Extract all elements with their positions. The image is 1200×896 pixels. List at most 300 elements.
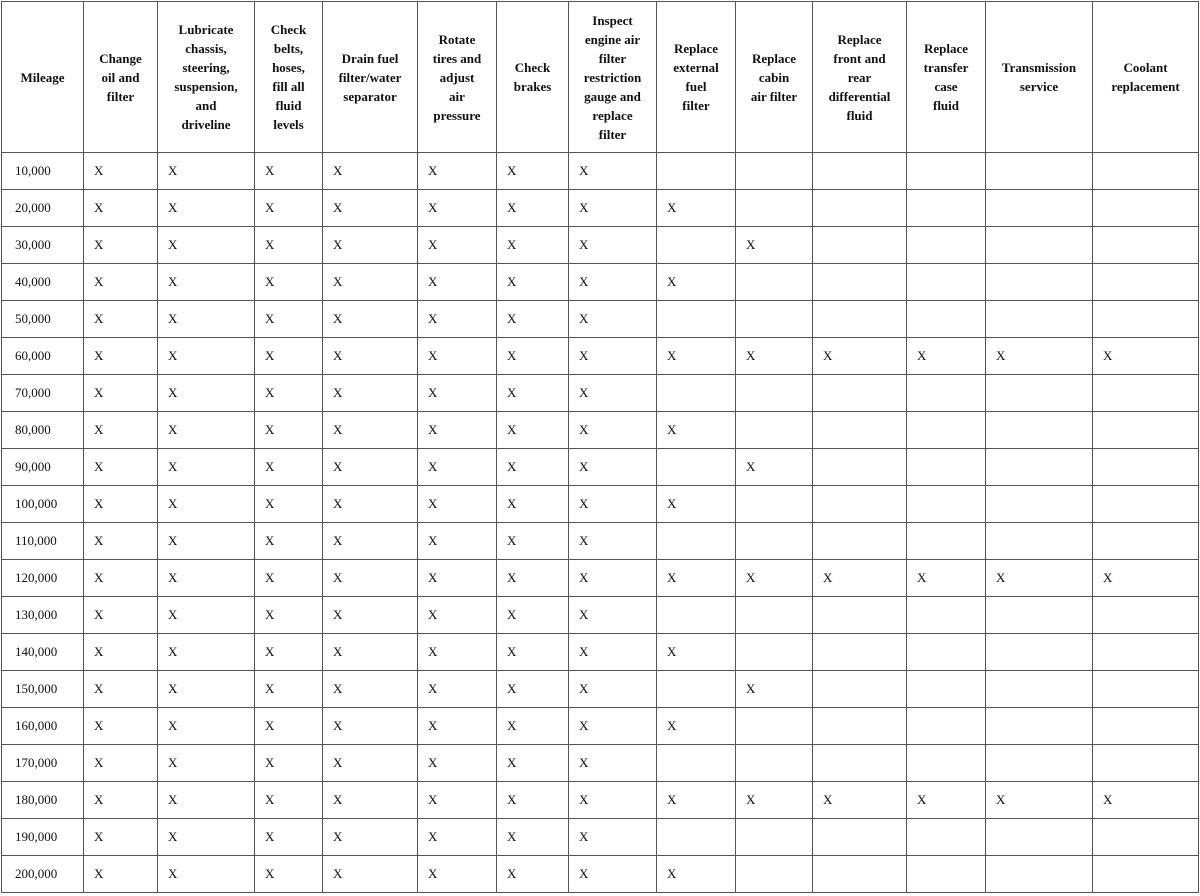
column-header: Replace external fuel filter: [657, 2, 736, 153]
service-mark-cell: X: [418, 671, 497, 708]
service-mark-cell: [813, 301, 907, 338]
service-mark-cell: X: [418, 264, 497, 301]
service-mark-cell: X: [569, 634, 657, 671]
service-mark-cell: X: [657, 856, 736, 893]
service-mark-cell: X: [255, 375, 323, 412]
mileage-cell: 70,000: [2, 375, 84, 412]
service-mark-cell: [657, 745, 736, 782]
service-mark-cell: X: [323, 338, 418, 375]
service-mark-cell: [1093, 264, 1199, 301]
service-mark-cell: X: [497, 190, 569, 227]
service-mark-cell: X: [497, 449, 569, 486]
table-row: [2, 671, 1199, 708]
service-mark-cell: X: [497, 856, 569, 893]
service-mark-cell: [657, 449, 736, 486]
table-row: [2, 338, 1199, 375]
service-mark-cell: [736, 375, 813, 412]
service-mark-cell: [736, 819, 813, 856]
column-header: Check brakes: [497, 2, 569, 153]
service-mark-cell: [907, 819, 986, 856]
service-mark-cell: [907, 301, 986, 338]
service-mark-cell: [1093, 523, 1199, 560]
service-mark-cell: [907, 227, 986, 264]
service-mark-cell: [986, 486, 1093, 523]
service-mark-cell: X: [813, 782, 907, 819]
service-mark-cell: X: [813, 338, 907, 375]
service-mark-cell: [813, 634, 907, 671]
service-mark-cell: X: [158, 153, 255, 190]
service-mark-cell: X: [657, 338, 736, 375]
service-mark-cell: [657, 153, 736, 190]
service-mark-cell: [1093, 190, 1199, 227]
mileage-cell: 180,000: [2, 782, 84, 819]
service-mark-cell: X: [418, 523, 497, 560]
service-mark-cell: X: [418, 745, 497, 782]
service-mark-cell: X: [158, 375, 255, 412]
service-mark-cell: [1093, 856, 1199, 893]
mileage-cell: 120,000: [2, 560, 84, 597]
service-mark-cell: X: [907, 560, 986, 597]
service-mark-cell: X: [323, 153, 418, 190]
service-mark-cell: X: [84, 227, 158, 264]
service-mark-cell: [1093, 227, 1199, 264]
service-mark-cell: [813, 449, 907, 486]
service-mark-cell: X: [569, 449, 657, 486]
service-mark-cell: X: [986, 338, 1093, 375]
service-mark-cell: [657, 375, 736, 412]
service-mark-cell: X: [84, 708, 158, 745]
service-mark-cell: X: [158, 597, 255, 634]
service-mark-cell: X: [418, 634, 497, 671]
service-mark-cell: X: [569, 819, 657, 856]
service-mark-cell: X: [158, 338, 255, 375]
service-mark-cell: [1093, 745, 1199, 782]
service-mark-cell: X: [569, 338, 657, 375]
service-mark-cell: [1093, 597, 1199, 634]
service-mark-cell: X: [158, 449, 255, 486]
service-mark-cell: X: [84, 671, 158, 708]
service-mark-cell: X: [569, 375, 657, 412]
service-mark-cell: X: [497, 708, 569, 745]
service-mark-cell: [907, 634, 986, 671]
mileage-cell: 170,000: [2, 745, 84, 782]
service-mark-cell: X: [323, 634, 418, 671]
service-mark-cell: X: [323, 486, 418, 523]
service-mark-cell: X: [323, 782, 418, 819]
service-mark-cell: X: [736, 782, 813, 819]
service-mark-cell: X: [497, 560, 569, 597]
service-mark-cell: [986, 264, 1093, 301]
service-mark-cell: [736, 412, 813, 449]
service-mark-cell: [907, 597, 986, 634]
service-mark-cell: X: [569, 597, 657, 634]
service-mark-cell: X: [255, 671, 323, 708]
service-mark-cell: [986, 597, 1093, 634]
service-mark-cell: [736, 597, 813, 634]
service-mark-cell: [986, 190, 1093, 227]
service-mark-cell: X: [84, 301, 158, 338]
service-mark-cell: X: [813, 560, 907, 597]
service-mark-cell: X: [84, 264, 158, 301]
service-mark-cell: X: [418, 819, 497, 856]
service-mark-cell: X: [569, 560, 657, 597]
service-mark-cell: X: [323, 560, 418, 597]
service-mark-cell: X: [158, 412, 255, 449]
table-row: [2, 449, 1199, 486]
service-mark-cell: [986, 671, 1093, 708]
service-mark-cell: X: [255, 782, 323, 819]
service-mark-cell: X: [657, 264, 736, 301]
service-mark-cell: X: [736, 227, 813, 264]
maintenance-schedule-table: [1, 1, 1199, 893]
mileage-cell: 100,000: [2, 486, 84, 523]
service-mark-cell: [986, 745, 1093, 782]
service-mark-cell: [907, 190, 986, 227]
service-mark-cell: [986, 301, 1093, 338]
service-mark-cell: [813, 671, 907, 708]
service-mark-cell: X: [497, 634, 569, 671]
table-row: [2, 486, 1199, 523]
mileage-cell: 200,000: [2, 856, 84, 893]
service-mark-cell: X: [84, 560, 158, 597]
service-mark-cell: X: [569, 301, 657, 338]
service-mark-cell: X: [657, 634, 736, 671]
table-row: [2, 597, 1199, 634]
service-mark-cell: X: [84, 190, 158, 227]
service-mark-cell: X: [84, 153, 158, 190]
service-mark-cell: X: [158, 671, 255, 708]
service-mark-cell: [736, 190, 813, 227]
column-header: Coolant replacement: [1093, 2, 1199, 153]
mileage-cell: 40,000: [2, 264, 84, 301]
service-mark-cell: X: [418, 597, 497, 634]
mileage-cell: 50,000: [2, 301, 84, 338]
header-row: [2, 2, 1199, 153]
service-mark-cell: [657, 523, 736, 560]
table-row: [2, 412, 1199, 449]
column-header: Inspect engine air filter restriction gauge and replace filter: [569, 2, 657, 153]
table-row: [2, 523, 1199, 560]
service-mark-cell: [813, 153, 907, 190]
service-mark-cell: [813, 597, 907, 634]
service-mark-cell: X: [323, 523, 418, 560]
service-mark-cell: X: [158, 782, 255, 819]
service-mark-cell: X: [497, 227, 569, 264]
service-mark-cell: X: [736, 671, 813, 708]
table-row: [2, 560, 1199, 597]
column-header: Change oil and filter: [84, 2, 158, 153]
mileage-cell: 60,000: [2, 338, 84, 375]
service-mark-cell: X: [323, 745, 418, 782]
mileage-cell: 20,000: [2, 190, 84, 227]
service-mark-cell: X: [569, 486, 657, 523]
service-mark-cell: [1093, 412, 1199, 449]
service-mark-cell: X: [158, 634, 255, 671]
service-mark-cell: X: [907, 782, 986, 819]
service-mark-cell: [736, 634, 813, 671]
service-mark-cell: X: [1093, 782, 1199, 819]
service-mark-cell: X: [84, 856, 158, 893]
service-mark-cell: [907, 264, 986, 301]
service-mark-cell: [736, 301, 813, 338]
service-mark-cell: X: [255, 597, 323, 634]
service-mark-cell: X: [158, 264, 255, 301]
column-header: Replace front and rear differential fluid: [813, 2, 907, 153]
service-mark-cell: X: [255, 819, 323, 856]
service-mark-cell: X: [323, 708, 418, 745]
service-mark-cell: X: [569, 856, 657, 893]
service-mark-cell: X: [569, 671, 657, 708]
service-mark-cell: [813, 486, 907, 523]
service-mark-cell: [736, 745, 813, 782]
service-mark-cell: X: [497, 523, 569, 560]
service-mark-cell: X: [497, 375, 569, 412]
service-mark-cell: [907, 856, 986, 893]
service-mark-cell: X: [84, 338, 158, 375]
service-mark-cell: X: [497, 597, 569, 634]
service-mark-cell: X: [418, 338, 497, 375]
service-mark-cell: [907, 412, 986, 449]
service-mark-cell: X: [497, 671, 569, 708]
column-header: Drain fuel filter/water separator: [323, 2, 418, 153]
service-mark-cell: X: [84, 597, 158, 634]
service-mark-cell: X: [158, 227, 255, 264]
mileage-cell: 150,000: [2, 671, 84, 708]
service-mark-cell: X: [255, 486, 323, 523]
service-mark-cell: X: [323, 301, 418, 338]
service-mark-cell: [813, 227, 907, 264]
service-mark-cell: X: [323, 227, 418, 264]
service-mark-cell: X: [84, 745, 158, 782]
service-mark-cell: [986, 153, 1093, 190]
column-header: Replace cabin air filter: [736, 2, 813, 153]
table-header: [2, 2, 1199, 153]
service-mark-cell: [1093, 486, 1199, 523]
service-mark-cell: X: [569, 190, 657, 227]
service-mark-cell: X: [84, 819, 158, 856]
service-mark-cell: X: [418, 856, 497, 893]
service-mark-cell: X: [255, 856, 323, 893]
table-body: [2, 153, 1199, 893]
mileage-cell: 110,000: [2, 523, 84, 560]
table-row: [2, 190, 1199, 227]
service-mark-cell: X: [1093, 338, 1199, 375]
service-mark-cell: X: [158, 523, 255, 560]
service-mark-cell: [736, 708, 813, 745]
service-mark-cell: X: [418, 227, 497, 264]
service-mark-cell: [986, 449, 1093, 486]
table-row: [2, 782, 1199, 819]
table-row: [2, 375, 1199, 412]
service-mark-cell: [813, 745, 907, 782]
service-mark-cell: [986, 375, 1093, 412]
service-mark-cell: X: [323, 671, 418, 708]
column-header: Transmission service: [986, 2, 1093, 153]
service-mark-cell: X: [158, 190, 255, 227]
service-mark-cell: X: [158, 486, 255, 523]
table-row: [2, 819, 1199, 856]
table-row: [2, 634, 1199, 671]
mileage-cell: 140,000: [2, 634, 84, 671]
service-mark-cell: [1093, 634, 1199, 671]
service-mark-cell: X: [255, 190, 323, 227]
service-mark-cell: X: [497, 745, 569, 782]
service-mark-cell: [1093, 708, 1199, 745]
service-mark-cell: [1093, 449, 1199, 486]
service-mark-cell: X: [255, 301, 323, 338]
service-mark-cell: X: [84, 375, 158, 412]
service-mark-cell: X: [323, 190, 418, 227]
service-mark-cell: X: [84, 486, 158, 523]
column-header: Rotate tires and adjust air pressure: [418, 2, 497, 153]
service-mark-cell: X: [255, 523, 323, 560]
column-header: Replace transfer case fluid: [907, 2, 986, 153]
table-row: [2, 153, 1199, 190]
table-row: [2, 856, 1199, 893]
service-mark-cell: [986, 819, 1093, 856]
service-mark-cell: [657, 227, 736, 264]
service-mark-cell: X: [255, 449, 323, 486]
service-mark-cell: X: [255, 338, 323, 375]
service-mark-cell: X: [418, 412, 497, 449]
service-mark-cell: X: [497, 486, 569, 523]
mileage-cell: 130,000: [2, 597, 84, 634]
service-mark-cell: X: [418, 301, 497, 338]
table-row: [2, 227, 1199, 264]
service-mark-cell: [907, 671, 986, 708]
table-row: [2, 264, 1199, 301]
service-mark-cell: X: [657, 560, 736, 597]
service-mark-cell: X: [418, 486, 497, 523]
table-row: [2, 301, 1199, 338]
service-mark-cell: [1093, 819, 1199, 856]
service-mark-cell: X: [323, 856, 418, 893]
service-mark-cell: X: [569, 708, 657, 745]
service-mark-cell: [907, 708, 986, 745]
service-mark-cell: X: [418, 190, 497, 227]
service-mark-cell: [986, 227, 1093, 264]
service-mark-cell: X: [1093, 560, 1199, 597]
service-mark-cell: [1093, 671, 1199, 708]
service-mark-cell: [736, 486, 813, 523]
service-mark-cell: [736, 856, 813, 893]
service-mark-cell: [986, 412, 1093, 449]
service-mark-cell: X: [418, 782, 497, 819]
table-row: [2, 708, 1199, 745]
service-mark-cell: X: [158, 856, 255, 893]
service-mark-cell: X: [84, 782, 158, 819]
service-mark-cell: [907, 153, 986, 190]
service-mark-cell: X: [736, 449, 813, 486]
service-mark-cell: X: [323, 375, 418, 412]
service-mark-cell: X: [158, 819, 255, 856]
service-mark-cell: [907, 375, 986, 412]
service-mark-cell: [657, 301, 736, 338]
service-mark-cell: X: [569, 412, 657, 449]
service-mark-cell: X: [158, 560, 255, 597]
service-mark-cell: [986, 708, 1093, 745]
service-mark-cell: [813, 819, 907, 856]
service-mark-cell: X: [323, 449, 418, 486]
service-mark-cell: X: [497, 782, 569, 819]
service-mark-cell: [736, 153, 813, 190]
service-mark-cell: X: [569, 153, 657, 190]
mileage-cell: 80,000: [2, 412, 84, 449]
service-mark-cell: [813, 412, 907, 449]
service-mark-cell: X: [158, 708, 255, 745]
service-mark-cell: X: [84, 412, 158, 449]
service-mark-cell: X: [418, 375, 497, 412]
service-mark-cell: X: [255, 745, 323, 782]
service-mark-cell: X: [497, 819, 569, 856]
column-header: Lubricate chassis, steering, suspension, and driveline: [158, 2, 255, 153]
service-mark-cell: [986, 634, 1093, 671]
service-mark-cell: [736, 523, 813, 560]
service-mark-cell: X: [255, 153, 323, 190]
service-mark-cell: X: [323, 597, 418, 634]
service-mark-cell: X: [657, 782, 736, 819]
service-mark-cell: X: [569, 523, 657, 560]
service-mark-cell: X: [569, 782, 657, 819]
service-mark-cell: [657, 819, 736, 856]
service-mark-cell: X: [497, 264, 569, 301]
mileage-cell: 190,000: [2, 819, 84, 856]
service-mark-cell: X: [323, 412, 418, 449]
service-mark-cell: [813, 264, 907, 301]
service-mark-cell: [657, 597, 736, 634]
service-mark-cell: X: [84, 449, 158, 486]
service-mark-cell: X: [497, 338, 569, 375]
service-mark-cell: X: [418, 449, 497, 486]
service-mark-cell: [736, 264, 813, 301]
service-mark-cell: [907, 449, 986, 486]
service-mark-cell: X: [255, 227, 323, 264]
service-mark-cell: [813, 523, 907, 560]
service-mark-cell: [813, 708, 907, 745]
service-mark-cell: [1093, 375, 1199, 412]
service-mark-cell: X: [158, 745, 255, 782]
service-mark-cell: [657, 671, 736, 708]
service-mark-cell: X: [569, 227, 657, 264]
service-mark-cell: X: [497, 412, 569, 449]
service-mark-cell: X: [255, 634, 323, 671]
service-mark-cell: [907, 745, 986, 782]
service-mark-cell: X: [255, 560, 323, 597]
service-mark-cell: X: [255, 708, 323, 745]
service-mark-cell: [986, 856, 1093, 893]
mileage-cell: 90,000: [2, 449, 84, 486]
service-mark-cell: X: [84, 634, 158, 671]
service-mark-cell: X: [736, 338, 813, 375]
service-mark-cell: [907, 486, 986, 523]
service-mark-cell: X: [569, 264, 657, 301]
service-mark-cell: X: [986, 560, 1093, 597]
service-mark-cell: X: [255, 412, 323, 449]
mileage-cell: 160,000: [2, 708, 84, 745]
service-mark-cell: [1093, 301, 1199, 338]
service-mark-cell: X: [323, 264, 418, 301]
service-mark-cell: X: [657, 412, 736, 449]
column-header: Mileage: [2, 2, 84, 153]
mileage-cell: 10,000: [2, 153, 84, 190]
mileage-cell: 30,000: [2, 227, 84, 264]
column-header: Check belts, hoses, fill all fluid levels: [255, 2, 323, 153]
service-mark-cell: X: [907, 338, 986, 375]
service-mark-cell: X: [657, 486, 736, 523]
service-mark-cell: X: [158, 301, 255, 338]
service-mark-cell: X: [323, 819, 418, 856]
service-mark-cell: X: [497, 153, 569, 190]
